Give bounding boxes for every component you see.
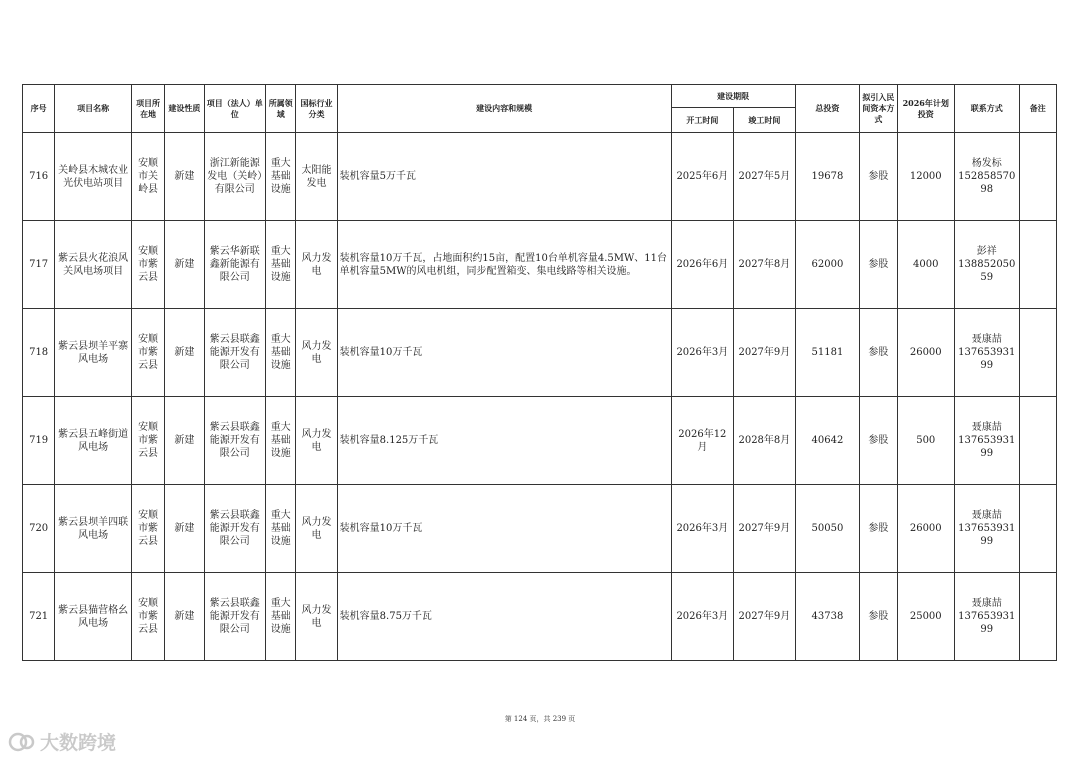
cell-location: 安顺市紫云县 [131,573,164,661]
cell-private: 参股 [860,573,897,661]
header-content: 建设内容和规模 [337,85,671,133]
cell-name: 紫云县坝羊平寨风电场 [55,309,132,397]
contact-phone: 13765393199 [958,611,1016,635]
cell-industry: 风力发电 [296,221,337,309]
table-row [23,397,1057,485]
cell-remark [1019,133,1056,221]
cell-location: 安顺市紫云县 [131,485,164,573]
cell-invest: 50050 [795,485,860,573]
table-row [23,573,1057,661]
header-private: 拟引入民间资本方式 [860,85,897,133]
cell-end: 2027年9月 [734,573,796,661]
cell-content: 装机容量10万千瓦 [337,485,671,573]
cell-seq: 721 [23,573,55,661]
cell-nature: 新建 [165,485,204,573]
header-field: 所属领域 [266,85,296,133]
cell-seq: 716 [23,133,55,221]
cell-content: 装机容量10万千瓦，占地面积约15亩，配置10台单机容量4.5MW、11台单机容量5MW的风电机组，同步配置箱变、集电线路等相关设施。 [337,221,671,309]
cell-nature: 新建 [165,309,204,397]
cell-start: 2026年6月 [671,221,734,309]
cell-end: 2027年8月 [734,221,796,309]
header-industry: 国标行业分类 [296,85,337,133]
cell-private: 参股 [860,309,897,397]
cell-seq: 720 [23,485,55,573]
cell-contact [955,397,1020,485]
contact-name: 聂康喆 [971,598,1002,609]
cell-remark [1019,397,1056,485]
cell-start: 2026年3月 [671,485,734,573]
header-contact: 联系方式 [955,85,1020,133]
cell-field: 重大基础设施 [266,573,296,661]
cell-invest: 62000 [795,221,860,309]
cell-plan2026: 25000 [897,573,955,661]
cell-location: 安顺市紫云县 [131,397,164,485]
watermark-icon [8,730,36,754]
cell-remark [1019,309,1056,397]
header-row [23,85,1057,108]
header-name: 项目名称 [55,85,132,133]
contact-phone: 13765393199 [958,347,1016,371]
cell-invest: 19678 [795,133,860,221]
cell-plan2026: 4000 [897,221,955,309]
cell-start: 2026年3月 [671,309,734,397]
cell-private: 参股 [860,397,897,485]
cell-seq: 718 [23,309,55,397]
cell-content: 装机容量8.75万千瓦 [337,573,671,661]
watermark-text: 大数跨境 [40,732,117,754]
cell-field: 重大基础设施 [266,397,296,485]
cell-end: 2027年9月 [734,485,796,573]
cell-nature: 新建 [165,573,204,661]
cell-plan2026: 500 [897,397,955,485]
cell-contact [955,221,1020,309]
header-start: 开工时间 [671,108,734,133]
cell-industry: 风力发电 [296,397,337,485]
cell-remark [1019,221,1056,309]
cell-seq: 717 [23,221,55,309]
contact-name: 杨发标 [971,158,1002,169]
cell-unit: 紫云县联鑫能源开发有限公司 [204,485,266,573]
cell-nature: 新建 [165,397,204,485]
contact-name: 聂康喆 [971,510,1002,521]
cell-field: 重大基础设施 [266,133,296,221]
cell-start: 2026年12月 [671,397,734,485]
table-row [23,221,1057,309]
watermark-logo [8,728,116,755]
cell-end: 2027年9月 [734,309,796,397]
cell-private: 参股 [860,133,897,221]
contact-name: 聂康喆 [971,422,1002,433]
cell-end: 2028年8月 [734,397,796,485]
cell-seq: 719 [23,397,55,485]
cell-industry: 风力发电 [296,573,337,661]
cell-content: 装机容量10万千瓦 [337,309,671,397]
header-end: 竣工时间 [734,108,796,133]
cell-location: 安顺市关岭县 [131,133,164,221]
page-footer: 第 124 页，共 239 页 [504,715,576,723]
cell-field: 重大基础设施 [266,485,296,573]
cell-nature: 新建 [165,221,204,309]
table-row [23,133,1057,221]
header-invest: 总投资 [795,85,860,133]
cell-unit: 紫云县联鑫能源开发有限公司 [204,397,266,485]
cell-contact [955,485,1020,573]
cell-industry: 风力发电 [296,485,337,573]
cell-plan2026: 12000 [897,133,955,221]
cell-field: 重大基础设施 [266,309,296,397]
table-row [23,485,1057,573]
cell-invest: 51181 [795,309,860,397]
cell-end: 2027年5月 [734,133,796,221]
header-period: 建设期限 [671,85,795,108]
cell-name: 紫云县五峰街道风电场 [55,397,132,485]
cell-field: 重大基础设施 [266,221,296,309]
cell-unit: 紫云华新联鑫新能源有限公司 [204,221,266,309]
contact-phone: 13765393199 [958,523,1016,547]
header-nature: 建设性质 [165,85,204,133]
cell-location: 安顺市紫云县 [131,309,164,397]
cell-contact [955,573,1020,661]
cell-invest: 40642 [795,397,860,485]
cell-start: 2025年6月 [671,133,734,221]
cell-nature: 新建 [165,133,204,221]
contact-name: 聂康喆 [971,334,1002,345]
cell-contact [955,309,1020,397]
cell-plan2026: 26000 [897,485,955,573]
table-row [23,309,1057,397]
cell-industry: 太阳能发电 [296,133,337,221]
contact-name: 彭祥 [976,246,997,257]
contact-phone: 13885205059 [958,259,1016,283]
cell-remark [1019,485,1056,573]
cell-contact [955,133,1020,221]
cell-unit: 紫云县联鑫能源开发有限公司 [204,573,266,661]
cell-industry: 风力发电 [296,309,337,397]
cell-content: 装机容量8.125万千瓦 [337,397,671,485]
cell-name: 紫云县猫营格幺风电场 [55,573,132,661]
cell-invest: 43738 [795,573,860,661]
header-location: 项目所在地 [131,85,164,133]
cell-start: 2026年3月 [671,573,734,661]
project-table [22,84,1057,661]
cell-plan2026: 26000 [897,309,955,397]
cell-unit: 紫云县联鑫能源开发有限公司 [204,309,266,397]
cell-unit: 浙江新能源发电（关岭）有限公司 [204,133,266,221]
contact-phone: 15285857098 [958,171,1016,195]
cell-content: 装机容量5万千瓦 [337,133,671,221]
cell-name: 紫云县火花浪风关风电场项目 [55,221,132,309]
cell-name: 关岭县木城农业光伏电站项目 [55,133,132,221]
header-seq: 序号 [23,85,55,133]
header-unit: 项目（法人）单位 [204,85,266,133]
header-plan2026: 2026年计划投资 [897,85,955,133]
cell-remark [1019,573,1056,661]
cell-private: 参股 [860,485,897,573]
header-remark: 备注 [1019,85,1056,133]
contact-phone: 13765393199 [958,435,1016,459]
cell-location: 安顺市紫云县 [131,221,164,309]
cell-private: 参股 [860,221,897,309]
cell-name: 紫云县坝羊四联风电场 [55,485,132,573]
